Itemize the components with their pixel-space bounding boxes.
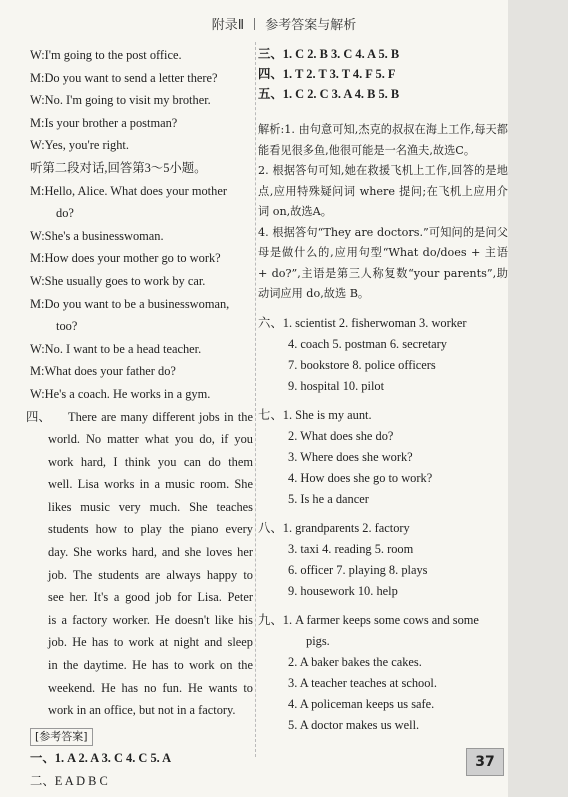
answer-row: 2. A baker bakes the cakes.: [288, 654, 422, 669]
column-divider: [255, 42, 256, 757]
answer-row: 三、1. C 2. B 3. C 4. A 5. B: [258, 47, 400, 61]
header-title: 参考答案与解析: [265, 18, 357, 33]
explanation-paragraph: 2. 根据答句可知,她在救援飞机上工作,回答的是地点,应用特殊疑问词 where 提问;在飞机上应用介词 on,故选A。: [258, 164, 508, 218]
answer-row: 6. officer 7. playing 8. plays: [288, 562, 428, 577]
dialog-line: M:Hello, Alice. What does your mother: [30, 183, 227, 198]
dialog-line: M:How does your mother go to work?: [30, 251, 221, 266]
dialog-line: W:He's a coach. He works in a gym.: [30, 386, 211, 401]
passage-line: work in an office, but not in a factory.: [48, 703, 236, 718]
answer-row: 5. A doctor makes us well.: [288, 717, 420, 732]
reference-answer-label: [参考答案]: [30, 728, 93, 746]
answer-row: 2. What does she do?: [288, 428, 394, 443]
answer-row: 3. A teacher teaches at school.: [288, 675, 437, 690]
answer-row: 五、1. C 2. C 3. A 4. B 5. B: [258, 87, 400, 101]
dialog-line-cont: do?: [56, 206, 74, 221]
dialog-line: M:Do you want to send a letter there?: [30, 70, 218, 85]
explanation: [258, 120, 508, 305]
answer-row: 4. A policeman keeps us safe.: [288, 696, 435, 711]
dialog-line: W:No. I'm going to visit my brother.: [30, 93, 211, 108]
dialog-line: M:Do you want to be a businesswoman,: [30, 296, 230, 311]
passage-line: well. Lisa works in a music room. She: [48, 477, 253, 492]
section-seven: [258, 405, 508, 510]
answer-row: 一、1. A 2. A 3. C 4. C 5. A: [30, 751, 172, 766]
passage: [26, 406, 253, 722]
passage-line: in the daytime. He has to work on the: [48, 658, 253, 673]
dialog-line: W:She's a businesswoman.: [30, 228, 164, 243]
dialog-line: W:Yes, you're right.: [30, 138, 129, 153]
section-six: [258, 313, 508, 397]
passage-line: job. The students are always happy to: [48, 567, 253, 582]
dialog-instruction: 听第二段对话,回答第3～5小题。: [30, 160, 207, 175]
dialog-line: M:Is your brother a postman?: [30, 115, 178, 130]
answer-row: 9. housework 10. help: [288, 583, 398, 598]
answer-row-cont: pigs.: [306, 633, 330, 648]
page-number: 37: [466, 748, 504, 776]
passage-line: work hard, I think you can do them: [48, 454, 253, 469]
page-edge: [508, 0, 568, 797]
header-separator: [254, 18, 255, 30]
passage-label: 四、: [26, 409, 51, 424]
answer-row: 7. bookstore 8. police officers: [288, 357, 436, 372]
right-column: [258, 44, 508, 736]
answer-row: 六、1. scientist 2. fisherwoman 3. worker: [258, 315, 467, 330]
dialog-line: M:What does your father do?: [30, 364, 176, 379]
dialog-line: W:I'm going to the post office.: [30, 48, 182, 62]
passage-line: likes music very much. She teaches: [48, 499, 253, 514]
passage-line: students how to play the piano every: [48, 522, 253, 537]
answer-row: 4. coach 5. postman 6. secretary: [288, 336, 447, 351]
page-header: [0, 14, 568, 33]
appendix-label: 附录Ⅱ: [211, 18, 245, 33]
passage-line: weekend. He has no fun. He wants to: [48, 680, 253, 695]
passage-line: world. No matter what you do, if you: [48, 432, 253, 447]
passage-line: day. She works hard, and she loves her: [48, 545, 253, 560]
answer-row: 七、1. She is my aunt.: [258, 407, 372, 422]
explanation-paragraph: 解析:1. 由句意可知,杰克的叔叔在海上工作,每天都能看见很多鱼,他很可能是一名渔夫,故选C。: [258, 123, 508, 157]
answer-row: 4. How does she go to work?: [288, 470, 433, 485]
left-column: [26, 44, 253, 793]
explanation-paragraph: 4. 根据答句“They are doctors.”可知问的是问父母是做什么的,应用句型“What do/does + 主语 + do?”,主语是第三人称复数“your parents”,助动词应用 do,故选 B。: [258, 225, 508, 300]
passage-line: see her. It's a good job for Lisa. Peter: [48, 590, 253, 605]
passage-line: There are many different jobs in the: [68, 409, 253, 424]
section-nine: [258, 610, 508, 736]
answer-row: 四、1. T 2. T 3. T 4. F 5. F: [258, 67, 396, 81]
dialog-line: W:No. I want to be a head teacher.: [30, 341, 202, 356]
answer-row: 3. Where does she work?: [288, 449, 413, 464]
answer-row: 九、1. A farmer keeps some cows and some: [258, 612, 479, 627]
answer-row: 5. Is he a dancer: [288, 491, 369, 506]
passage-line: is a factory worker. He doesn't like his: [48, 612, 253, 627]
answer-row: 3. taxi 4. reading 5. room: [288, 541, 414, 556]
answer-row: 八、1. grandparents 2. factory: [258, 520, 410, 535]
passage-line: job. He has to work at night and sleep: [48, 635, 253, 650]
section-eight: [258, 518, 508, 602]
answer-row: 二、E A D B C: [30, 774, 108, 788]
answer-row: 9. hospital 10. pilot: [288, 378, 385, 393]
dialog-line: W:She usually goes to work by car.: [30, 273, 206, 288]
dialog-line-cont: too?: [56, 319, 78, 334]
